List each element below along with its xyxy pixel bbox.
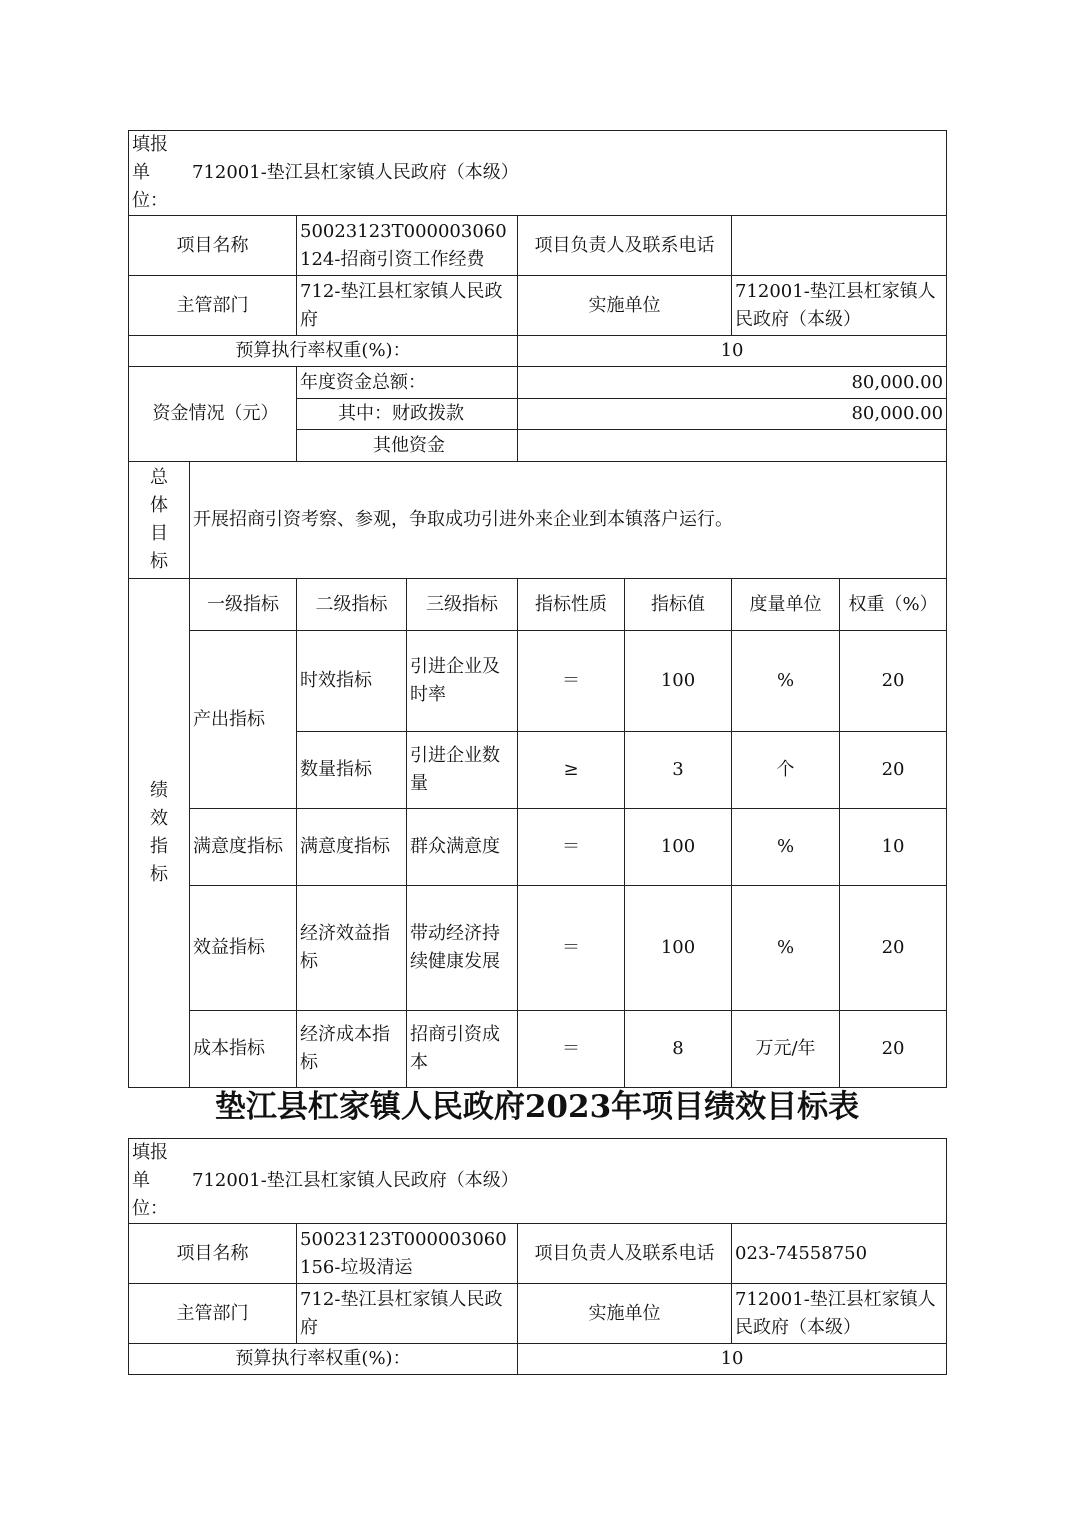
performance-table-1: [128, 130, 947, 1088]
filler-value: 712001-垫江县杠家镇人民政府（本级）: [192, 1170, 519, 1191]
perf-label: 绩效指标: [129, 579, 190, 1088]
dept-label: 主管部门: [129, 276, 297, 336]
page-title: 垫江县杠家镇人民政府2023年项目绩效目标表: [214, 1089, 860, 1125]
funds-other-value: [518, 430, 947, 462]
goal-value: 开展招商引资考察、参观，争取成功引进外来企业到本镇落户运行。: [190, 462, 947, 579]
project-name-label: 项目名称: [129, 216, 297, 276]
l2-cell: 时效指标: [297, 631, 407, 732]
l3-cell: 群众满意度: [407, 809, 518, 886]
contact-label: 项目负责人及联系电话: [518, 1224, 732, 1284]
filler-value: 712001-垫江县杠家镇人民政府（本级）: [192, 162, 519, 183]
l3-cell: 引进企业数量: [407, 732, 518, 809]
weight-label: 预算执行率权重(%)：: [129, 1344, 518, 1375]
l2-cell: 经济效益指标: [297, 886, 407, 1011]
funds-fiscal-label: 其中：财政拨款: [297, 399, 518, 430]
dept-label: 主管部门: [129, 1284, 297, 1344]
header-l3: 三级指标: [407, 579, 518, 631]
l1-cell: 产出指标: [190, 631, 297, 809]
weight-cell: 20: [840, 732, 947, 809]
weight-cell: 20: [840, 886, 947, 1011]
table-row: [129, 631, 947, 732]
l3-cell: 招商引资成本: [407, 1011, 518, 1088]
funds-other-label: 其他资金: [297, 430, 518, 462]
weight-cell: 10: [840, 809, 947, 886]
table-row: [129, 886, 947, 1011]
weight-value: 10: [518, 1344, 947, 1375]
project-name-value: 50023123T000003060156-垃圾清运: [297, 1224, 518, 1284]
contact-label: 项目负责人及联系电话: [518, 216, 732, 276]
performance-table-2: [128, 1138, 947, 1375]
impl-label: 实施单位: [518, 276, 732, 336]
funds-total-label: 年度资金总额：: [297, 367, 518, 399]
value-cell: 100: [625, 631, 732, 732]
value-cell: 100: [625, 886, 732, 1011]
l3-cell: 引进企业及时率: [407, 631, 518, 732]
contact-value: 023-74558750: [732, 1224, 947, 1284]
nature-cell: ＝: [518, 631, 625, 732]
filler-label: 填报单位：: [132, 134, 168, 211]
nature-cell: ≥: [518, 732, 625, 809]
impl-label: 实施单位: [518, 1284, 732, 1344]
table-row: [129, 809, 947, 886]
nature-cell: ＝: [518, 886, 625, 1011]
weight-cell: 20: [840, 631, 947, 732]
table-row: [129, 1011, 947, 1088]
value-cell: 3: [625, 732, 732, 809]
goal-label: 总体目标: [129, 462, 190, 579]
header-nature: 指标性质: [518, 579, 625, 631]
weight-cell: 20: [840, 1011, 947, 1088]
filler-row: [129, 1139, 947, 1224]
dept-value: 712-垫江县杠家镇人民政府: [297, 276, 518, 336]
nature-cell: ＝: [518, 1011, 625, 1088]
unit-cell: 万元/年: [732, 1011, 840, 1088]
l2-cell: 满意度指标: [297, 809, 407, 886]
dept-value: 712-垫江县杠家镇人民政府: [297, 1284, 518, 1344]
filler-label: 填报单位：: [132, 1142, 168, 1219]
header-weight: 权重（%）: [840, 579, 947, 631]
impl-value: 712001-垫江县杠家镇人民政府（本级）: [732, 1284, 947, 1344]
funds-fiscal-value: 80,000.00: [518, 399, 947, 430]
unit-cell: %: [732, 809, 840, 886]
l1-cell: 效益指标: [190, 886, 297, 1011]
funds-label: 资金情况（元）: [129, 367, 297, 462]
l1-cell: 满意度指标: [190, 809, 297, 886]
header-value: 指标值: [625, 579, 732, 631]
funds-total-value: 80,000.00: [518, 367, 947, 399]
unit-cell: 个: [732, 732, 840, 809]
impl-value: 712001-垫江县杠家镇人民政府（本级）: [732, 276, 947, 336]
l1-cell: 成本指标: [190, 1011, 297, 1088]
value-cell: 100: [625, 809, 732, 886]
unit-cell: %: [732, 631, 840, 732]
weight-value: 10: [518, 336, 947, 367]
header-l1: 一级指标: [190, 579, 297, 631]
weight-label: 预算执行率权重(%)：: [129, 336, 518, 367]
project-name-label: 项目名称: [129, 1224, 297, 1284]
unit-cell: %: [732, 886, 840, 1011]
nature-cell: ＝: [518, 809, 625, 886]
value-cell: 8: [625, 1011, 732, 1088]
l3-cell: 带动经济持续健康发展: [407, 886, 518, 1011]
l2-cell: 经济成本指标: [297, 1011, 407, 1088]
header-l2: 二级指标: [297, 579, 407, 631]
contact-value: [732, 216, 947, 276]
l2-cell: 数量指标: [297, 732, 407, 809]
header-unit: 度量单位: [732, 579, 840, 631]
filler-row: [129, 131, 947, 216]
project-name-value: 50023123T000003060124-招商引资工作经费: [297, 216, 518, 276]
